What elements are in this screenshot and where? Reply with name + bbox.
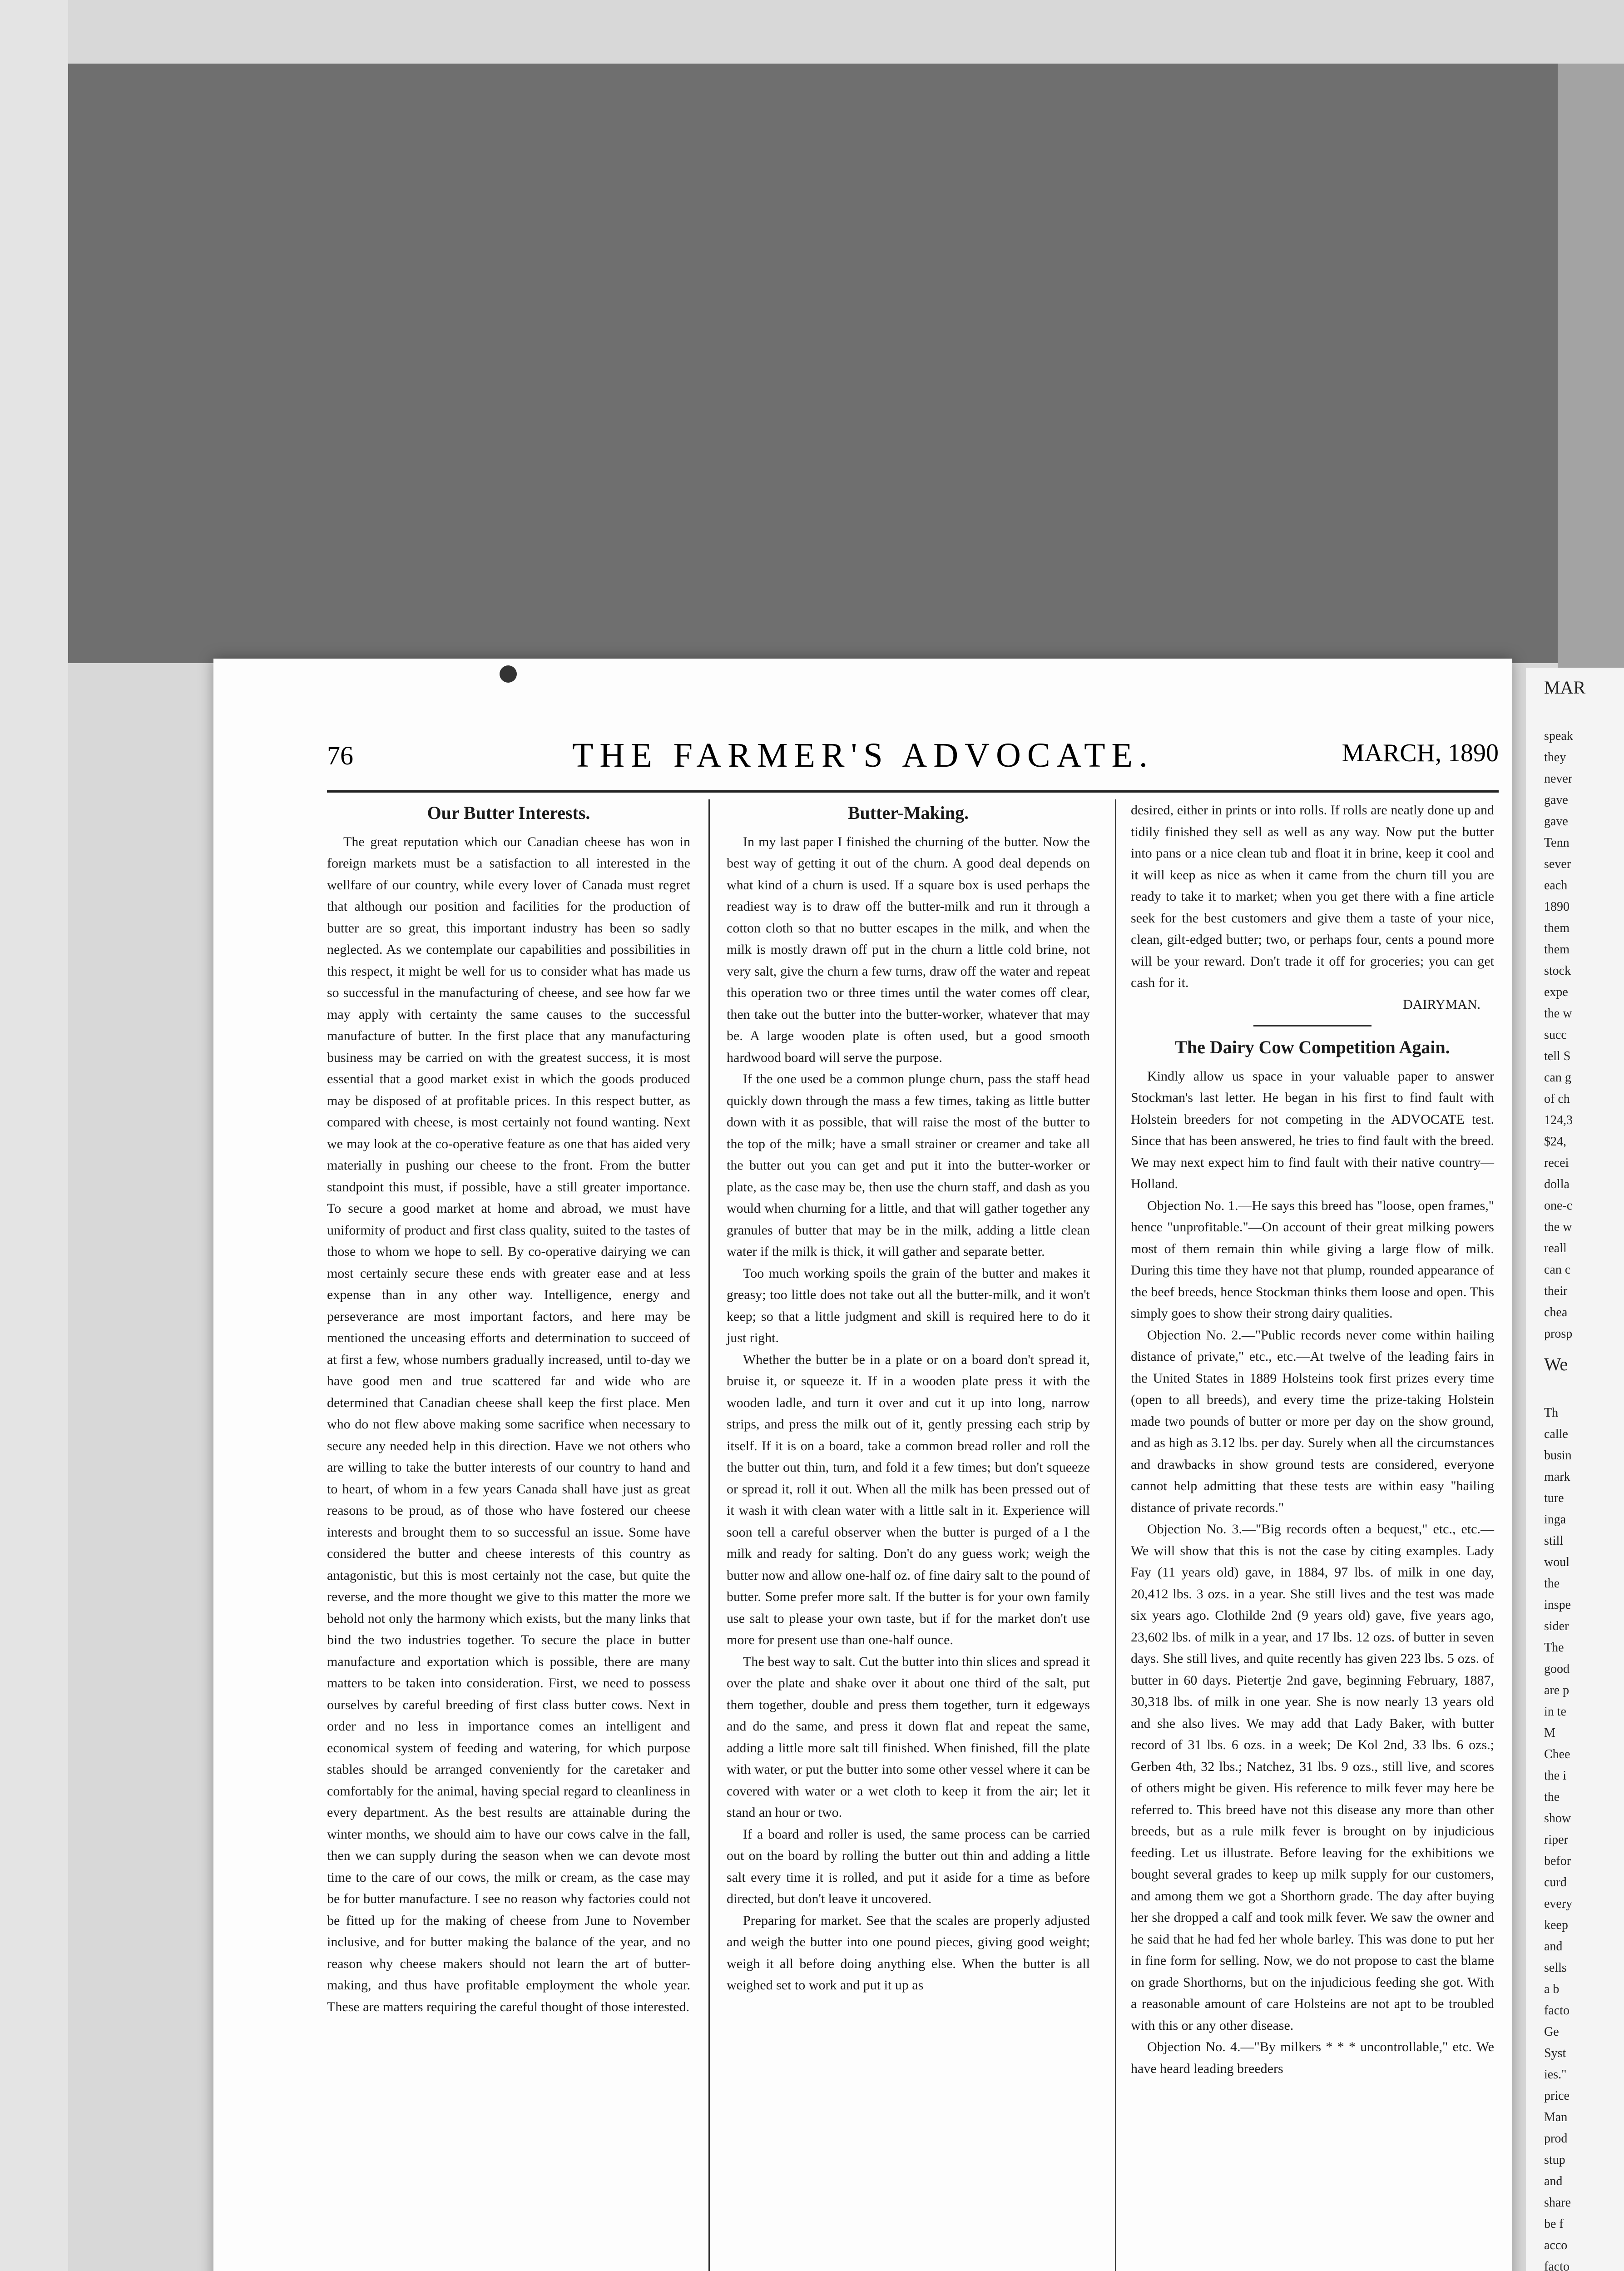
article-paragraph: Objection No. 3.—"Big records often a bequest," etc., etc.—We will show that this is not the case by citing examples. Lady Fay (11 years old) gave, in 1884, 97 lbs. of milk in one day, 20,412 lbs. 3 ozs. in a year. She still lives and the test was made six years ago. Clothilde 2nd (9 years old) gave, five years ago, 23,602 lbs. of milk in a year, and 17 lbs. 12 ozs. of butter in seven days. She still lives, and quite recently has given 223 lbs. 5 ozs. of butter in 60 days. Pietertje 2nd gave, beginning February, 1887, 30,318 lbs. of milk in one year. She is now nearly 13 years old and she also lives. We may add that Lady Baker, with butter record of 31 lbs. 6 ozs. in a week; De Kol 2nd, 33 lbs. 6 ozs.; Gerben 4th, 32 lbs.; Natchez, 31 lbs. 9 ozs., still live, and scores of others might be given. His reference to milk fever may here be referred to. This breed have not this disease any more than other breeds, but as a rule milk fever is brought on by injudicious feeding. Let us illustrate. Before leaving for the exhibitions we bought several grades to keep up milk supply for our customers, and among them we got a Shorthorn grade. The day after buying her she dropped a calf and took milk fever. We saw the owner and he said that he had fed her whole barley. This was done to put her in fine form for selling. Now, we do not propose to cast the blame on grade Shorthorns, but on the injudicious feeding she got. With a reasonable amount of care Holsteins are not apt to be troubled with this or any other disease. (1131, 1522, 1494, 2033)
article-paragraph: Kindly allow us space in your valuable paper to answer Stockman's last letter. He began in his first to find fault with Holstein breeders for not competing in the ADVOCATE test. Since that has been answered, he tries to find fault with the breed. We may next expect him to find fault with their native country—Holland. (1131, 1068, 1494, 1191)
adjacent-page-line: acco (1544, 2238, 1568, 2252)
adjacent-page-line: every (1544, 1897, 1573, 1911)
article-paragraph: Whether the butter be in a plate or on a board don't spread it, bruise it, or squeeze it. If in a wooden plate press it with the wooden ladle, and turn it over and cut it up into long, narrow strips, and press the milk out of it, gently pressing each strip by itself. If it is on a board, take a common bread roller and roll the the butter out thin, turn, and fold it a few times; but don't squeeze or spread it, roll it out. When all the milk has been pressed out of it wash it with clean water with a little salt in it. Experience will soon tell a careful observer when the butter is purged of a l the milk and ready for salting. Don't do any guess work; weigh the butter now and allow one-half oz. of fine dairy salt to the pound of butter. Some prefer more salt. If the butter is for your own family use salt to please your own taste, but if for the market don't use more for present use than one-half ounce. (727, 1352, 1090, 1647)
adjacent-page-line: a b (1544, 1982, 1560, 1996)
article-heading: Butter-Making. (847, 803, 969, 823)
article-paragraph: The great reputation which our Canadian cheese has won in foreign markets must be a satisfaction to all interested in the wellfare of our country, while every lover of Canada must regret that although our position and facilities for the production of butter are so great, this important industry has been so sadly neglected. As we contemplate our capabilities and possibilities in this respect, it might be well for us to consider what has made us so successful in the manufacturing of cheese, and see how far we may apply with certainty the same causes to the successful manufacture of butter. In the first place that any manufacturing business may be carried on with the greatest success, it is most essential that a good market exist in which the goods produced may be disposed of at profitable prices. In this respect butter, as compared with cheese, is most certainly not found wanting. Next we may look at the co-operative feature as one that has aided very materially in pushing our cheese to the front. From the butter standpoint this must, if possible, have a still greater importance. To secure a good market at home and abroad, we must have uniformity of product and first class quality, suited to the tastes of those to whom we hope to sell. By co-operative dairying we can most certainly secure these ends with greater ease and at less expense than in any other way. Intelligence, energy and perseverance are most important factors, and here may be mentioned the unceasing efforts and determination to succeed of at first a few, whose numbers gradually increased, until to-day we have good men and true scattered far and wide who are determined that Canadian cheese shall keep the first place. Men who do not flew above making some sacrifice when necessary to secure any needed help in this direction. Have we not others who are willing to take the butter interests of our country to hand and to heart, of whom in a few years Canada shall have just as great reasons to be proud, as of those who have fostered our cheese interests and brought them to so successful an issue. Some have considered the butter and cheese interests of this country as antagonistic, but this is most certainly not the case, but quite the reverse, and the more thought we give to this matter the more we behold not only the harmony which exists, but the many links that bind the two industries together. To secure the place in butter manufacture and exportation which is possible, there are many matters to be taken into consideration. First, we need to possess ourselves by careful breeding of first class butter cows. Next in order and no less in importance comes an intelligent and economical system of feeding and watering, for which purpose stables should be arranged conveniently for the caretaker and comfortably for the animal, having special regard to cleanliness in every department. As the best results are attainable during the winter months, we should aim to have our cows calve in the fall, then we can supply during the season when we can devote most time to the care of our cows, the milk or cream, as the case may be for butter manufacture. I see no reason why factories could not be fitted up for the making of cheese from June to November inclusive, and for butter making the balance of the year, and no reason why cheese makers should not learn the art of butter-making, and thus have profitable employment the whole year. These are matters requiring the careful thought of those interested. (327, 834, 690, 2014)
adjacent-page-line: stock (1544, 964, 1571, 978)
page-number: 76 (327, 741, 353, 770)
issue-date: MARCH, 1890 (1342, 739, 1499, 767)
adjacent-page-line: calle (1544, 1427, 1568, 1441)
column-3 (1131, 799, 1494, 2079)
adjacent-page-lines (1526, 725, 1624, 1344)
article-paragraph: If the one used be a common plunge churn, pass the staff head quickly down through the mass a few times, taking as little butter down with it as possible, that will raise the most of the butter to the top of the milk; have a small strainer or creamer and take all the butter out you can get and put it into the butter-worker or plate, as the case may be, then use the churn staff, and dash as you would when churning for a little, and that will gather together any granules of butter that may be in the milk, adding a little clean water if the milk is thick, it will gather and separate better. (727, 1071, 1090, 1259)
adjacent-page-line: sells (1544, 1961, 1567, 1975)
article-paragraph: If a board and roller is used, the same process can be carried out on the board by rolling the butter out thin and adding a little salt every time it is rolled, and put it aside for a time as before directed, but don't leave it uncovered. (727, 1826, 1090, 1906)
binding-hole (500, 665, 517, 683)
adjacent-page-line: ies." (1544, 2068, 1567, 2082)
adjacent-page-line: prosp (1544, 1327, 1573, 1341)
article-paragraph: Objection No. 4.—"By milkers * * * uncontrollable," etc. We have heard leading breeders (1131, 2039, 1494, 2076)
adjacent-page-line: stup (1544, 2153, 1565, 2167)
adjacent-page-line: Tenn (1544, 836, 1570, 850)
adjacent-page-line: speak (1544, 729, 1573, 743)
adjacent-page-line: in te (1544, 1705, 1566, 1719)
adjacent-page-line: the i (1544, 1769, 1566, 1783)
adjacent-page-line: and (1544, 2174, 1563, 2188)
adjacent-page-heading: MAR (1544, 677, 1586, 698)
adjacent-page-line: chea (1544, 1305, 1568, 1319)
newspaper-page (213, 659, 1512, 2271)
adjacent-page-line: Th (1544, 1406, 1559, 1420)
adjacent-page-line: the (1544, 1577, 1560, 1591)
page-header (327, 736, 1499, 781)
article-heading: Our Butter Interests. (427, 803, 590, 823)
adjacent-page-line: they (1544, 750, 1566, 764)
article-paragraph: In my last paper I finished the churning of the butter. Now the best way of getting it out of the churn. A good deal depends on what kind of a churn is used. If a square box is used perhaps the readiest way is to draw off the butter-milk and run it through a cotton cloth so that no butter escapes in the milk, and when the milk is mostly drawn off put in the churn a little cold brine, not very salt, give the churn a few turns, draw off the water and repeat this operation two or three times until the water comes off clear, then take out the butter into the butter-worker, whatever that may be. A large wooden plate is often used, but a good smooth hardwood board will serve the purpose. (727, 834, 1090, 1065)
article-signature: DAIRYMAN. (1403, 997, 1480, 1012)
adjacent-page-line: facto (1544, 2003, 1570, 2018)
adjacent-page-line: tell S (1544, 1049, 1571, 1063)
adjacent-page-line: $24, (1544, 1135, 1566, 1149)
adjacent-page-line: be f (1544, 2217, 1564, 2231)
adjacent-page-line: woul (1544, 1555, 1570, 1569)
adjacent-page-line: gave (1544, 814, 1568, 828)
article-divider (1253, 1025, 1371, 1026)
adjacent-page-line: Chee (1544, 1747, 1570, 1761)
article-paragraph: Too much working spoils the grain of the butter and makes it greasy; too little does not take out all the butter-milk, and it won't keep; so that a little judgment and skill is required here to do it just right. (727, 1265, 1090, 1345)
adjacent-page-line: and (1544, 1939, 1563, 1954)
adjacent-page-line: one-c (1544, 1199, 1573, 1213)
masthead-title: THE FARMER'S ADVOCATE. (572, 736, 1154, 774)
adjacent-page-line: 1890 (1544, 900, 1570, 914)
adjacent-page-line: riper (1544, 1833, 1568, 1847)
column-2 (727, 799, 1090, 1996)
adjacent-page-line: still (1544, 1534, 1564, 1548)
column-1 (327, 799, 690, 2018)
scan-left-edge (0, 0, 68, 2271)
column-divider (1115, 799, 1116, 2271)
adjacent-page-line: sever (1544, 857, 1571, 871)
header-rule (327, 790, 1499, 793)
adjacent-page-line: good (1544, 1662, 1570, 1676)
adjacent-page-line: Man (1544, 2110, 1568, 2124)
article-paragraph: The best way to salt. Cut the butter into thin slices and spread it over the plate and shake over it about one third of the salt, put them together, double and press them together, turn it edgeways and do the same, and press it down flat and repeat the same, adding a little more salt till finished. When finished, fill the plate with water, or put the butter into some other vessel where it can be covered with water or a wet cloth to keep it from the air; let it stand an hour or two. (727, 1654, 1090, 1820)
adjacent-page-line: keep (1544, 1918, 1568, 1932)
adjacent-page-subhead: We (1544, 1354, 1568, 1374)
adjacent-page-line: are p (1544, 1683, 1570, 1697)
adjacent-page-line: expe (1544, 985, 1568, 999)
adjacent-page-line: never (1544, 772, 1573, 786)
article-paragraph: desired, either in prints or into rolls. If rolls are neatly done up and tidily finished they sell as well as any way. Now put the butter into pans or a nice clean tub and float it in brine, keep it cool and it will keep as nice as when it came from the churn till you are ready to take it to market; when you get there with a fine article seek for the best customers and give them a taste of your nice, clean, gilt-edged butter; two, or perhaps four, cents a pound more will be your reward. Don't trade it off for groceries; you can get cash for it. (1131, 803, 1494, 990)
adjacent-page-line: inga (1544, 1512, 1566, 1527)
adjacent-page-line: dolla (1544, 1177, 1570, 1191)
adjacent-page-line: them (1544, 921, 1570, 935)
article-paragraph: Objection No. 1.—He says this breed has "loose, open frames," hence "unprofitable."—On account of their great milking powers most of them remain thin while giving a large flow of milk. During this time they have not that plump, rounded appearance of the beef breeds, hence Stockman thinks them loose and open. This simply goes to show their strong dairy qualities. (1131, 1198, 1494, 1321)
adjacent-page-line: busin (1544, 1448, 1572, 1463)
adjacent-page-line: Syst (1544, 2046, 1566, 2060)
column-divider (708, 799, 710, 2271)
adjacent-page-line: of ch (1544, 1092, 1570, 1106)
adjacent-page-line: facto (1544, 2260, 1570, 2271)
adjacent-page-line: recei (1544, 1156, 1569, 1170)
adjacent-page-line: the w (1544, 1007, 1572, 1021)
adjacent-page-line: befor (1544, 1854, 1571, 1868)
adjacent-page-line: them (1544, 942, 1570, 957)
adjacent-page-line: reall (1544, 1241, 1567, 1255)
adjacent-page-line: can c (1544, 1263, 1571, 1277)
adjacent-page-line: share (1544, 2196, 1571, 2210)
adjacent-page-line: Ge (1544, 2025, 1559, 2039)
adjacent-page-line: succ (1544, 1028, 1567, 1042)
adjacent-page-line: The (1544, 1641, 1564, 1655)
adjacent-page-line: show (1544, 1811, 1571, 1825)
adjacent-page-lines (1526, 1402, 1624, 2271)
adjacent-page-line: can g (1544, 1071, 1571, 1085)
adjacent-page-line: inspe (1544, 1598, 1571, 1612)
adjacent-page-line: price (1544, 2089, 1570, 2103)
adjacent-page-line: gave (1544, 793, 1568, 807)
article-paragraph: Objection No. 2.—"Public records never come within hailing distance of private," etc., etc.—At twelve of the leading fairs in the United States in 1889 Holsteins took first prizes every time (open to all breeds), and every time the prize-taking Holstein made two pounds of butter or more per day on the show ground, and as high as 3.12 lbs. per day. Surely when all the circumstances and drawbacks in show ground tests are considered, everyone cannot help admitting that these tests are within easy "hailing distance of private records." (1131, 1327, 1494, 1515)
article-heading: The Dairy Cow Competition Again. (1175, 1037, 1450, 1057)
adjacent-page-line: sider (1544, 1619, 1569, 1633)
adjacent-page-line: each (1544, 878, 1568, 893)
scan-background (68, 64, 1558, 663)
adjacent-page-line: ture (1544, 1491, 1564, 1505)
adjacent-page-line: 124,3 (1544, 1113, 1573, 1127)
article-paragraph: Preparing for market. See that the scales are properly adjusted and weigh the butter into one pound pieces, giving good weight; weigh it all before doing anything else. When the butter is all weighed set to work and put it up as (727, 1913, 1090, 1993)
adjacent-page-line: the w (1544, 1220, 1572, 1234)
adjacent-page-line: their (1544, 1284, 1568, 1298)
adjacent-page-line: mark (1544, 1470, 1570, 1484)
adjacent-page-line: the (1544, 1790, 1560, 1804)
adjacent-page-line: curd (1544, 1875, 1567, 1889)
adjacent-page-line: M (1544, 1726, 1555, 1740)
adjacent-page-line: prod (1544, 2132, 1568, 2146)
adjacent-page-strip (1526, 668, 1624, 2271)
